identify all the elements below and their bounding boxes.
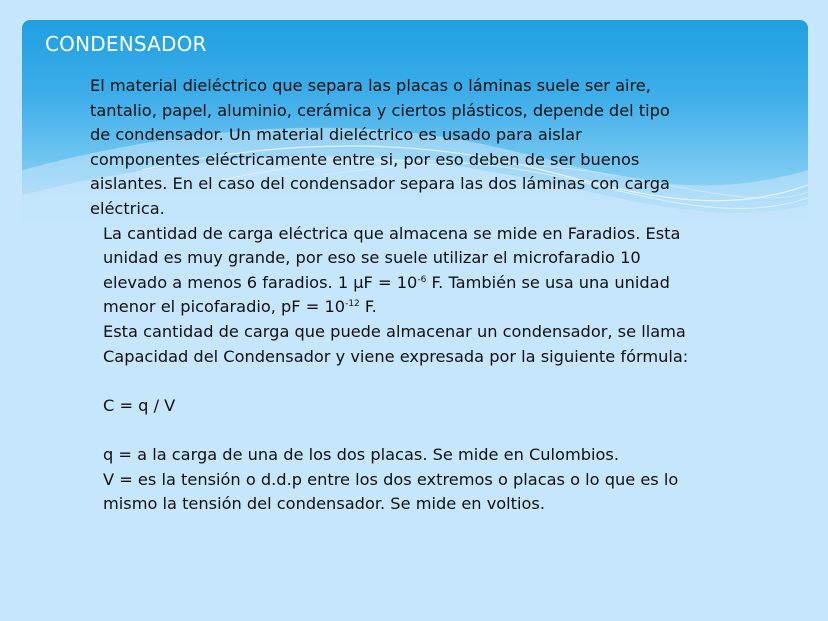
definition-v: V = es la tensión o d.d.p entre los dos extremos o placas o lo que es lo mismo la tensión del condensador. Se mide en voltios. bbox=[103, 469, 679, 514]
paragraph-dielectric: El material dieléctrico que separa las placas o láminas suele ser aire, tantalio, papel, aluminio, cerámica y ciertos plásticos, depende del tipo de condensador. Un material dieléctrico es usado para aislar componentes eléctricamente entre si, por eso deben de ser buenos aislantes. En el caso del condensador separa las dos láminas con carga eléctrica. bbox=[90, 76, 670, 218]
spacer bbox=[90, 418, 690, 443]
definition-q: q = a la carga de una de los dos placas. Se mide en Culombios. bbox=[103, 444, 619, 464]
formula: C = q / V bbox=[103, 395, 176, 415]
exponent-pico: -12 bbox=[345, 299, 360, 310]
faradios-text-a: La cantidad de carga eléctrica que almacena se mide en Faradios. Esta unidad es muy grande, por eso se suele utilizar el microfaradio 10 elevado a menos 6 faradios. 1 µF = 10 bbox=[103, 223, 681, 292]
paragraph-faradios bbox=[90, 222, 690, 320]
paragraph-capacidad: Esta cantidad de carga que puede almacenar un condensador, se llama Capacidad del Condensador y viene expresada por la siguiente fórmula: bbox=[103, 321, 689, 366]
slide-body bbox=[90, 74, 690, 517]
faradios-text-b: F. También se usa una unidad menor el picofaradio, pF = 10 bbox=[103, 272, 670, 317]
faradios-text-c: F. bbox=[359, 297, 377, 317]
spacer bbox=[90, 369, 690, 394]
exponent-micro: -6 bbox=[417, 274, 427, 285]
slide-title: CONDENSADOR bbox=[45, 32, 207, 56]
